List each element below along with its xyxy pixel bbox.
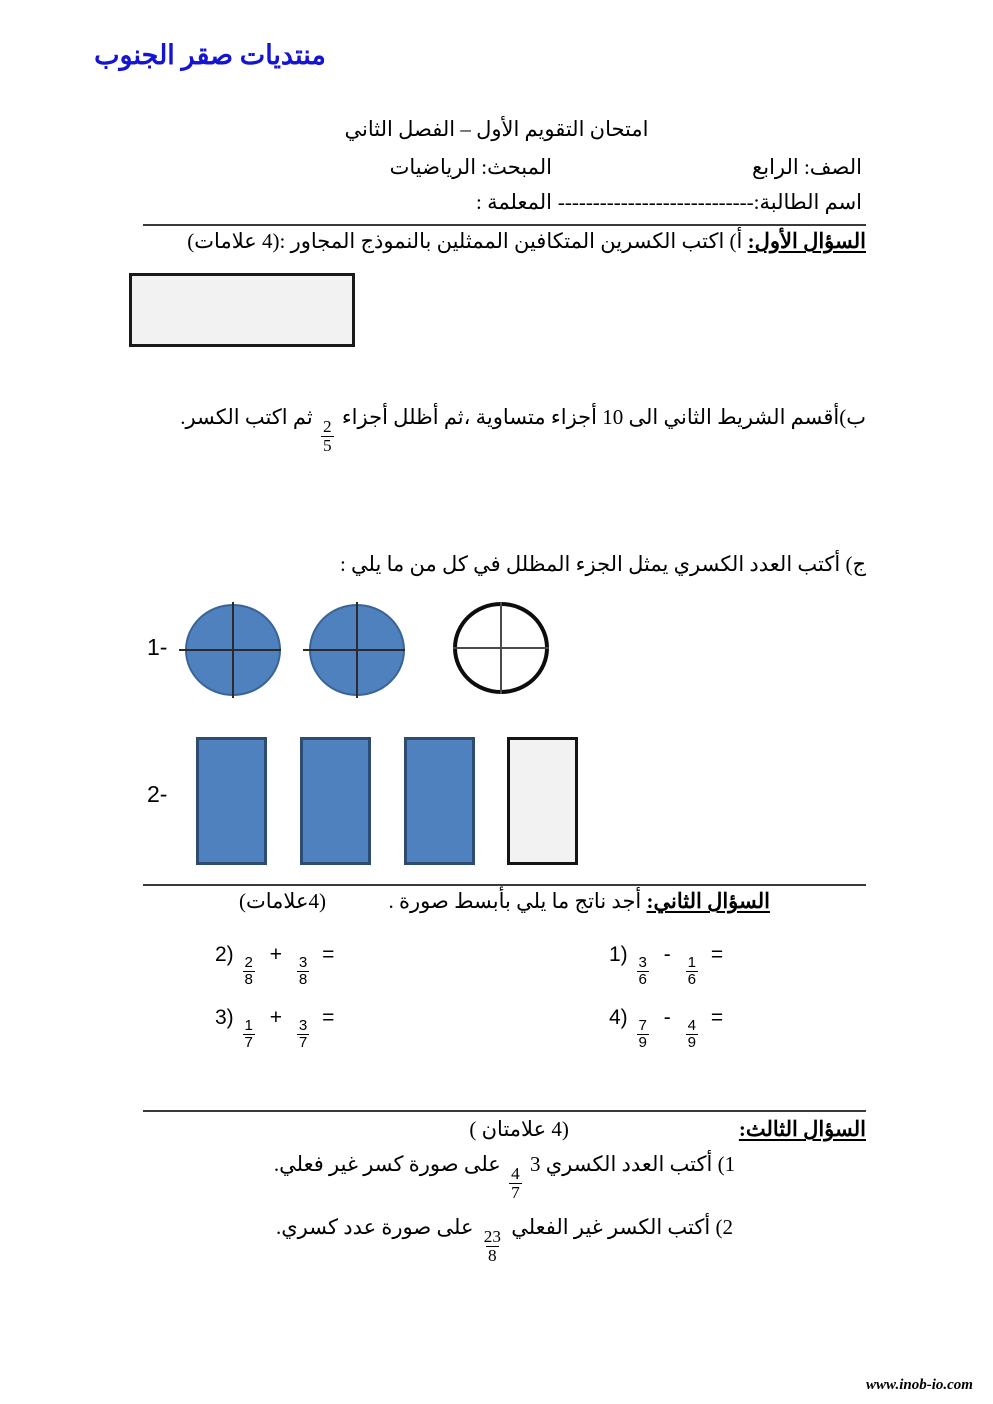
question1-part-b <box>180 405 866 455</box>
problem-right-fraction: $\frac{3}{8}$ <box>298 954 308 988</box>
problem-right-fraction: $\frac{4}{9}$ <box>687 1017 697 1051</box>
fraction-two-fifths: $\frac{2}{5}$ <box>322 416 332 455</box>
student-name-label: اسم الطالبة: <box>753 190 862 214</box>
rectangle-shape-1 <box>196 737 267 865</box>
rectangle-shape-2 <box>300 737 371 865</box>
circle-divider-horizontal <box>453 647 549 649</box>
teacher-label: المعلمة : <box>476 190 552 214</box>
question3-heading <box>143 1117 866 1142</box>
problem-operator: - <box>663 943 671 966</box>
item-label-2: 2- <box>147 781 168 807</box>
question1-part-b-suffix: ثم اكتب الكسر. <box>180 405 313 429</box>
meta-row-grade-subject <box>143 155 866 180</box>
question2-marks: (4علامات) <box>239 889 326 913</box>
problem-number: 2) <box>215 943 234 966</box>
question2-problem-row-2 <box>143 1006 866 1051</box>
circle-divider-horizontal <box>179 649 281 651</box>
student-name-field <box>552 190 866 215</box>
problem-operator: + <box>269 943 283 966</box>
problem-left-fraction: $\frac{3}{6}$ <box>638 954 647 988</box>
grade-label: الصف: الرابع <box>752 155 862 179</box>
question1-rectangles-row <box>143 735 603 870</box>
question3-item-2 <box>143 1215 866 1265</box>
question1-circles-row <box>143 600 593 700</box>
question3-item1-suffix: على صورة كسر غير فعلي. <box>273 1152 501 1176</box>
question3-item2-suffix: على صورة عدد كسري. <box>276 1215 474 1239</box>
circle-shape-2 <box>309 604 405 696</box>
circle-divider-horizontal <box>303 649 405 651</box>
meta-row-student-teacher <box>143 190 866 215</box>
question2-label: السؤال الثاني: <box>646 889 770 913</box>
problem-equals: = <box>710 943 724 966</box>
divider-question3 <box>143 1110 866 1112</box>
question2-problem-3 <box>143 1006 543 1051</box>
question3-item-1 <box>143 1152 866 1202</box>
problem-number: 1) <box>609 943 628 966</box>
question2-problem-4 <box>543 1006 866 1051</box>
question2-problem-2 <box>143 943 543 988</box>
divider-question1 <box>143 224 866 226</box>
rectangle-shape-3 <box>404 737 475 865</box>
problem-number: 4) <box>609 1006 628 1029</box>
circle-shape-1 <box>185 604 281 696</box>
site-footer-url: www.inob-io.com <box>866 1377 973 1393</box>
problem-right-fraction: $\frac{3}{7}$ <box>298 1017 308 1051</box>
subject-label: المبحث: الرياضيات <box>389 155 552 179</box>
student-name-blank: ---------------------------- <box>557 190 754 214</box>
question1-answer-box <box>129 273 355 347</box>
question1-part-a <box>187 229 866 254</box>
question1-label: السؤال الأول: <box>747 229 866 253</box>
question2-problem-row-1 <box>143 943 866 988</box>
question2-heading <box>143 889 866 914</box>
problem-equals: = <box>322 943 335 966</box>
question2-problem-1 <box>543 943 866 988</box>
problem-number: 3) <box>215 1006 234 1029</box>
question3-item1-prefix: 1) أكتب العدد الكسري <box>545 1152 736 1176</box>
question3-marks: (4 علامتان ) <box>469 1117 569 1141</box>
fraction-four-sevenths: $\frac{4}{7}$ <box>511 1163 520 1202</box>
question3-item2-prefix: 2) أكتب الكسر غير الفعلي <box>511 1215 733 1239</box>
question3-label: السؤال الثالث: <box>738 1117 866 1141</box>
divider-question2 <box>143 884 866 886</box>
question1-part-c-text: ج) أكتب العدد الكسري يمثل الجزء المظلل في كل من ما يلي : <box>339 552 866 576</box>
fraction-twentythree-eighths: $\frac{23}{8}$ <box>483 1226 501 1265</box>
problem-equals: = <box>322 1006 335 1029</box>
rectangle-shape-4 <box>507 737 578 865</box>
problem-right-fraction: $\frac{1}{6}$ <box>687 954 697 988</box>
question1-part-a-text: أ) اكتب الكسرين المتكافين الممثلين بالنموذج المجاور :(4 علامات) <box>187 229 743 253</box>
problem-left-fraction: $\frac{7}{9}$ <box>638 1017 647 1051</box>
circle-shape-3 <box>453 602 549 694</box>
site-banner: منتديات صقر الجنوب <box>94 40 326 70</box>
item-label-1: 1- <box>147 634 168 660</box>
question3-item1-whole: 3 <box>529 1152 541 1176</box>
question2-text: أجد ناتج ما يلي بأبسط صورة . <box>388 889 642 913</box>
page-title: امتحان التقويم الأول – الفصل الثاني <box>344 117 649 141</box>
problem-operator: + <box>269 1006 283 1029</box>
problem-left-fraction: $\frac{2}{8}$ <box>244 954 253 988</box>
problem-equals: = <box>710 1006 724 1029</box>
question1-part-b-prefix: ب)أقسم الشريط الثاني الى 10 أجزاء متساوية ،ثم أظلل أجزاء <box>341 405 866 429</box>
problem-operator: - <box>663 1006 671 1029</box>
problem-left-fraction: $\frac{1}{7}$ <box>244 1017 253 1051</box>
